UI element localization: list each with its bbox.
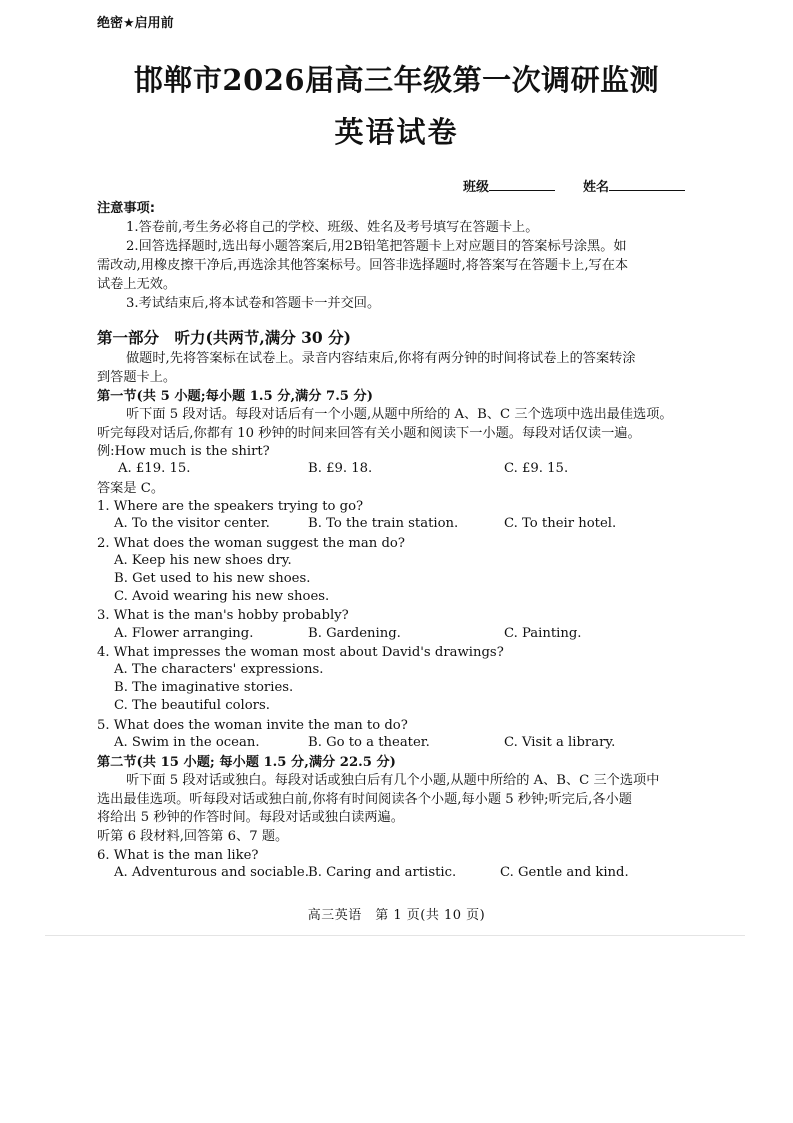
q5-option-a: A. Swim in the ocean. — [114, 735, 260, 750]
page-divider — [45, 935, 745, 936]
section2-instr-a: 听下面 5 段对话或独白。每段对话或独白后有几个小题,从题中所给的 A、B、C 三个选项中 — [126, 773, 660, 788]
q2-option-c: C. Avoid wearing his new shoes. — [114, 589, 330, 604]
question-4: 4. What impresses the woman most about David's drawings? — [97, 645, 504, 660]
q3-option-b: B. Gardening. — [308, 626, 401, 641]
q1-option-a: A. To the visitor center. — [114, 516, 270, 531]
part1-intro-a: 做题时,先将答案标在试卷上。录音内容结束后,你将有两分钟的时间将试卷上的答案转涂 — [126, 351, 636, 366]
notes-heading: 注意事项: — [97, 201, 156, 216]
class-label: 班级 — [463, 180, 490, 195]
part1-title: 第一部分 听力(共两节,满分 30 分) — [97, 328, 351, 347]
q1-option-b: B. To the train station. — [308, 516, 459, 531]
q4-option-c: C. The beautiful colors. — [114, 698, 270, 713]
q1-option-c: C. To their hotel. — [504, 516, 617, 531]
q5-option-c: C. Visit a library. — [504, 735, 616, 750]
q3-option-a: A. Flower arranging. — [114, 626, 254, 641]
example-question: 例:How much is the shirt? — [97, 444, 270, 459]
q2-option-a: A. Keep his new shoes dry. — [114, 553, 292, 568]
part1-intro-b: 到答题卡上。 — [97, 370, 177, 385]
q4-option-b: B. The imaginative stories. — [114, 680, 294, 695]
q6-option-b: B. Caring and artistic. — [308, 865, 457, 880]
exam-subtitle: 英语试卷 — [334, 115, 459, 149]
section1-title: 第一节(共 5 小题;每小题 1.5 分,满分 7.5 分) — [97, 389, 373, 404]
section2-instr-c: 将给出 5 秒钟的作答时间。每段对话或独白读两遍。 — [97, 810, 404, 825]
question-5: 5. What does the woman invite the man to do? — [97, 718, 408, 733]
confidential-mark: 绝密★启用前 — [97, 16, 174, 31]
section1-instr-a: 听下面 5 段对话。每段对话后有一个小题,从题中所给的 A、B、C 三个选项中选出最佳选项。 — [126, 407, 673, 422]
name-blank — [609, 180, 685, 191]
exam-title: 邯郸市2026届高三年级第一次调研监测 — [133, 63, 660, 97]
question-2: 2. What does the woman suggest the man do? — [97, 536, 405, 551]
class-field — [463, 176, 555, 195]
section2-instr-b: 选出最佳选项。听每段对话或独白前,你将有时间阅读各个小题,每小题 5 秒钟;听完后,各小题 — [97, 792, 632, 807]
q6-option-a: A. Adventurous and sociable. — [114, 865, 309, 880]
section2-title: 第二节(共 15 小题; 每小题 1.5 分,满分 22.5 分) — [97, 755, 396, 770]
example-option-c: C. £9. 15. — [504, 461, 569, 476]
note-2c: 试卷上无效。 — [97, 277, 177, 292]
q6-option-c: C. Gentle and kind. — [500, 865, 629, 880]
q3-option-c: C. Painting. — [504, 626, 582, 641]
note-1: 1.答卷前,考生务必将自己的学校、班级、姓名及考号填写在答题卡上。 — [126, 220, 539, 235]
class-blank — [489, 180, 555, 191]
section1-instr-b: 听完每段对话后,你都有 10 秒钟的时间来回答有关小题和阅读下一小题。每段对话仅读一遍。 — [97, 426, 641, 441]
example-option-b: B. £9. 18. — [308, 461, 373, 476]
question-3: 3. What is the man's hobby probably? — [97, 608, 349, 623]
q5-option-b: B. Go to a theater. — [308, 735, 430, 750]
q2-option-b: B. Get used to his new shoes. — [114, 571, 311, 586]
name-label: 姓名 — [583, 180, 610, 195]
name-field — [583, 176, 685, 195]
question-6: 6. What is the man like? — [97, 848, 259, 863]
question-1: 1. Where are the speakers trying to go? — [97, 499, 364, 514]
note-2a: 2.回答选择题时,选出每小题答案后,用2B铅笔把答题卡上对应题目的答案标号涂黑。如 — [126, 239, 627, 254]
q4-option-a: A. The characters' expressions. — [114, 662, 324, 677]
note-3: 3.考试结束后,将本试卷和答题卡一并交回。 — [126, 296, 381, 311]
note-2b: 需改动,用橡皮擦干净后,再选涂其他答案标号。回答非选择题时,将答案写在答题卡上,写在本 — [97, 258, 629, 273]
example-answer: 答案是 C。 — [97, 481, 165, 496]
section2-material-6: 听第 6 段材料,回答第 6、7 题。 — [97, 829, 289, 844]
page-footer: 高三英语 第 1 页(共 10 页) — [307, 908, 486, 923]
example-option-a: A. £19. 15. — [118, 461, 191, 476]
